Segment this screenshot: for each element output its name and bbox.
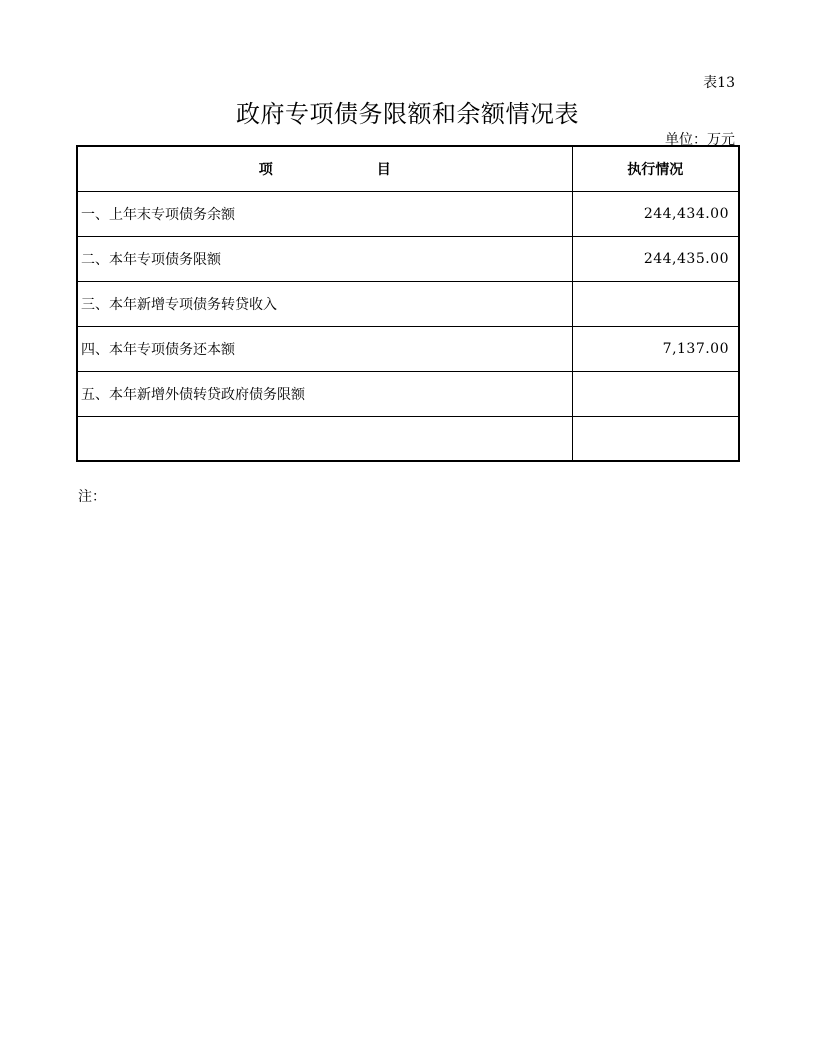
table-row — [77, 191, 739, 236]
footnote: 注： — [78, 489, 106, 505]
column-header-item — [77, 146, 572, 191]
column-header-item-left: 项 — [258, 161, 273, 178]
row-item: 二、本年专项债务限额 — [77, 236, 572, 281]
row-value: 7,137.00 — [572, 326, 739, 371]
table-header-row — [77, 146, 739, 191]
page-title: 政府专项债务限额和余额情况表 — [236, 100, 579, 128]
row-item — [77, 416, 572, 461]
row-item: 三、本年新增专项债务转贷收入 — [77, 281, 572, 326]
row-value: 244,434.00 — [572, 191, 739, 236]
row-item: 四、本年专项债务还本额 — [77, 326, 572, 371]
row-value — [572, 281, 739, 326]
table-row — [77, 371, 739, 416]
table-row — [77, 281, 739, 326]
table-number: 表13 — [703, 75, 735, 91]
column-header-item-right: 目 — [376, 161, 391, 178]
row-value — [572, 416, 739, 461]
table-row — [77, 416, 739, 461]
row-item: 一、上年末专项债务余额 — [77, 191, 572, 236]
row-value — [572, 371, 739, 416]
table-row — [77, 236, 739, 281]
table-row — [77, 326, 739, 371]
row-value: 244,435.00 — [572, 236, 739, 281]
column-header-value: 执行情况 — [572, 146, 739, 191]
debt-table — [76, 145, 740, 462]
row-item: 五、本年新增外债转贷政府债务限额 — [77, 371, 572, 416]
unit-label: 单位：万元 — [665, 132, 735, 148]
